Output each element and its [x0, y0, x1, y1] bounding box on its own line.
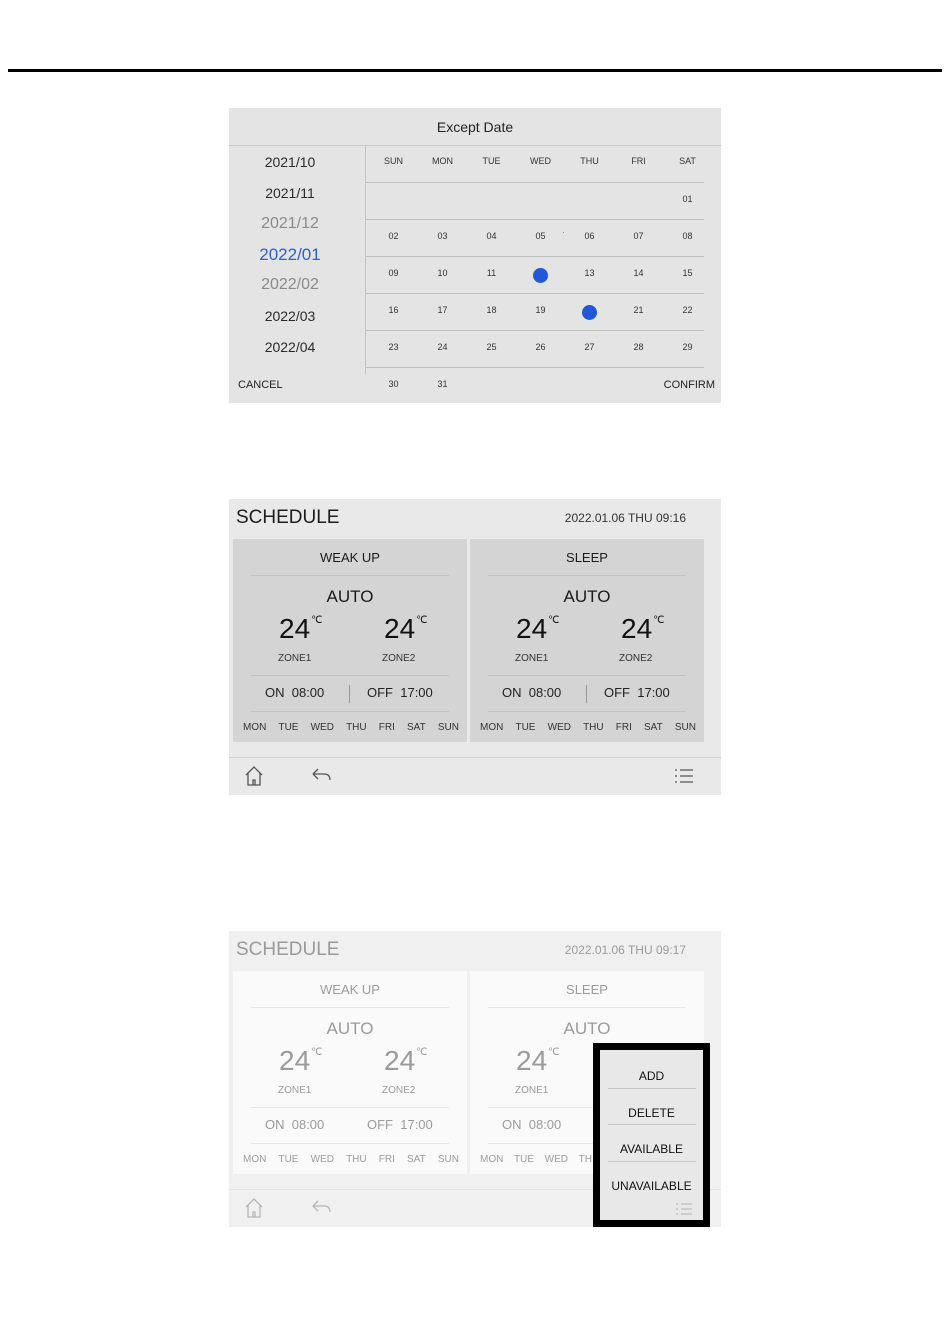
on-time: ON 08:00 [502, 1117, 562, 1132]
mode-label: AUTO [326, 1019, 374, 1038]
divider [608, 1161, 696, 1162]
celsius-unit: ℃ [548, 1047, 560, 1058]
on-time: ON 08:00 [502, 685, 562, 700]
off-time: OFF 17:00 [367, 1117, 433, 1132]
menu-item-unavailable[interactable]: UNAVAILABLE [611, 1179, 692, 1193]
zone2-label: ZONE2 [382, 1085, 416, 1096]
calendar-day[interactable]: 06 [584, 231, 595, 241]
calendar-day[interactable]: 02 [388, 231, 399, 241]
back-arrow-icon[interactable] [310, 1197, 332, 1219]
list-menu-icon[interactable] [674, 1200, 694, 1218]
menu-panel [600, 1050, 703, 1220]
calendar-day[interactable]: 11 [486, 268, 497, 278]
zone1-temp: 24℃ [279, 1045, 323, 1076]
calendar-day[interactable]: 07 [633, 231, 644, 241]
off-time: OFF 17:00 [604, 685, 670, 700]
weekday-row: MON TUE WED THU FRI SAT SUN [243, 1154, 459, 1165]
zone1-label: ZONE1 [515, 1085, 549, 1096]
schedule-card-wakeup[interactable] [233, 971, 467, 1174]
calendar-day[interactable]: 08 [682, 231, 693, 241]
schedule-title: SCHEDULE [236, 507, 340, 528]
zone1-label: ZONE1 [515, 653, 549, 664]
month-picker[interactable] [229, 146, 366, 374]
datetime-display: 2022.01.06 THU 09:17 [564, 943, 686, 957]
calendar-row-divider [366, 330, 704, 331]
weekday-row: MON TUE WED THU FRI SAT SUN [480, 722, 696, 733]
on-time: ON 08:00 [265, 685, 325, 700]
mode-label: AUTO [326, 587, 374, 606]
divider [251, 675, 449, 676]
calendar-day[interactable]: 19 [535, 305, 546, 315]
schedule-card-wakeup[interactable] [233, 539, 467, 742]
divider [608, 1088, 696, 1089]
calendar-row-divider [366, 367, 704, 368]
datetime-display: 2022.01.06 THU 09:16 [564, 511, 686, 525]
divider [488, 575, 686, 576]
calendar-day[interactable]: 25 [486, 342, 497, 352]
zone1-label: ZONE1 [278, 1085, 312, 1096]
month-item[interactable]: 2022/02 [261, 276, 319, 293]
calendar-day[interactable]: 13 [584, 268, 595, 278]
weekday-header: TUE [482, 156, 501, 166]
schedule-title: SCHEDULE [236, 939, 340, 960]
calendar-day[interactable]: 23 [388, 342, 399, 352]
page-top-rule [8, 69, 942, 72]
weekday-header: FRI [631, 156, 646, 166]
off-time: OFF 17:00 [367, 685, 433, 700]
list-menu-icon[interactable] [673, 765, 695, 787]
month-item[interactable]: 2021/11 [265, 185, 315, 201]
month-item[interactable]: 2022/03 [264, 308, 316, 324]
schedule-screen [229, 499, 721, 795]
calendar-dot-mark: · [562, 228, 565, 237]
zone1-label: ZONE1 [278, 653, 312, 664]
mode-label: AUTO [563, 1019, 611, 1038]
menu-item-delete[interactable]: DELETE [628, 1106, 675, 1120]
month-item[interactable]: 2021/10 [264, 154, 316, 170]
calendar-row-divider [366, 256, 704, 257]
month-item[interactable]: 2021/12 [261, 215, 319, 232]
schedule-action-menu [593, 1043, 710, 1227]
calendar-day[interactable]: 17 [437, 305, 448, 315]
celsius-unit: ℃ [416, 615, 428, 626]
calendar-day[interactable]: 04 [486, 231, 497, 241]
calendar-day[interactable]: 29 [682, 342, 693, 352]
except-date-screen [229, 108, 721, 403]
menu-item-available[interactable]: AVAILABLE [620, 1142, 683, 1156]
home-icon[interactable] [244, 765, 264, 787]
celsius-unit: ℃ [416, 1047, 428, 1058]
divider [488, 675, 686, 676]
celsius-unit: ℃ [653, 615, 665, 626]
divider [251, 1107, 449, 1108]
weekday-header: MON [432, 156, 453, 166]
except-date-title: Except Date [229, 108, 721, 146]
time-divider [586, 685, 587, 703]
calendar-day[interactable]: 15 [682, 268, 693, 278]
calendar-grid [366, 146, 721, 403]
divider [251, 575, 449, 576]
calendar-row-divider [366, 293, 704, 294]
divider [608, 1124, 696, 1125]
calendar-day[interactable]: 18 [486, 305, 497, 315]
back-arrow-icon[interactable] [310, 765, 332, 787]
zone2-temp: 24℃ [384, 1045, 428, 1076]
calendar-day[interactable]: 31 [437, 379, 448, 389]
weekday-row: MON TUE WED TH [480, 1154, 592, 1165]
month-item-selected[interactable]: 2022/01 [259, 245, 321, 264]
zone2-label: ZONE2 [619, 653, 653, 664]
time-divider [349, 685, 350, 703]
weekday-header: THU [580, 156, 599, 166]
divider [251, 1143, 449, 1144]
calendar-day[interactable]: 14 [633, 268, 644, 278]
bottom-bar-divider [229, 757, 721, 758]
calendar-row-divider [366, 219, 704, 220]
calendar-day[interactable]: 09 [388, 268, 399, 278]
confirm-button[interactable]: CONFIRM [663, 379, 715, 391]
zone1-temp: 24℃ [516, 1045, 560, 1076]
calendar-day[interactable]: 16 [388, 305, 399, 315]
zone2-temp: 24℃ [384, 613, 428, 644]
divider [488, 1007, 686, 1008]
zone1-temp: 24℃ [279, 613, 323, 644]
celsius-unit: ℃ [548, 615, 560, 626]
zone1-temp: 24℃ [516, 613, 560, 644]
zone2-label: ZONE2 [382, 653, 416, 664]
calendar-day-selected[interactable]: 12 [516, 268, 565, 283]
card-title: WEAK UP [320, 550, 380, 565]
calendar-day[interactable]: 10 [437, 268, 448, 278]
divider [251, 1007, 449, 1008]
card-title: WEAK UP [320, 982, 380, 997]
weekday-header: WED [530, 156, 551, 166]
weekday-header: SAT [679, 156, 696, 166]
weekday-row: MON TUE WED THU FRI SAT SUN [243, 722, 459, 733]
calendar-day[interactable]: 01 [682, 194, 693, 204]
calendar-day[interactable]: 05 [535, 231, 546, 241]
month-item[interactable]: 2022/04 [264, 339, 316, 355]
calendar-day[interactable]: 24 [437, 342, 448, 352]
calendar-day[interactable]: 28 [633, 342, 644, 352]
calendar-day[interactable]: 03 [437, 231, 448, 241]
celsius-unit: ℃ [311, 1047, 323, 1058]
on-time: ON 08:00 [265, 1117, 325, 1132]
schedule-card-sleep[interactable] [470, 539, 704, 742]
card-title: SLEEP [566, 982, 608, 997]
celsius-unit: ℃ [311, 615, 323, 626]
calendar-day[interactable]: 22 [682, 305, 693, 315]
calendar-day[interactable]: 27 [584, 342, 595, 352]
card-title: SLEEP [566, 550, 608, 565]
zone2-temp: 24℃ [621, 613, 665, 644]
mode-label: AUTO [563, 587, 611, 606]
calendar-row-divider [366, 182, 704, 183]
calendar-day[interactable]: 26 [535, 342, 546, 352]
weekday-header: SUN [383, 156, 403, 166]
calendar-day-selected[interactable]: 20 [565, 305, 614, 320]
home-icon[interactable] [244, 1197, 264, 1219]
menu-item-add[interactable]: ADD [638, 1069, 665, 1083]
calendar-day[interactable]: 30 [388, 379, 399, 389]
divider [251, 711, 449, 712]
calendar-day[interactable]: 21 [633, 305, 644, 315]
divider [488, 711, 686, 712]
cancel-button[interactable]: CANCEL [238, 379, 283, 391]
